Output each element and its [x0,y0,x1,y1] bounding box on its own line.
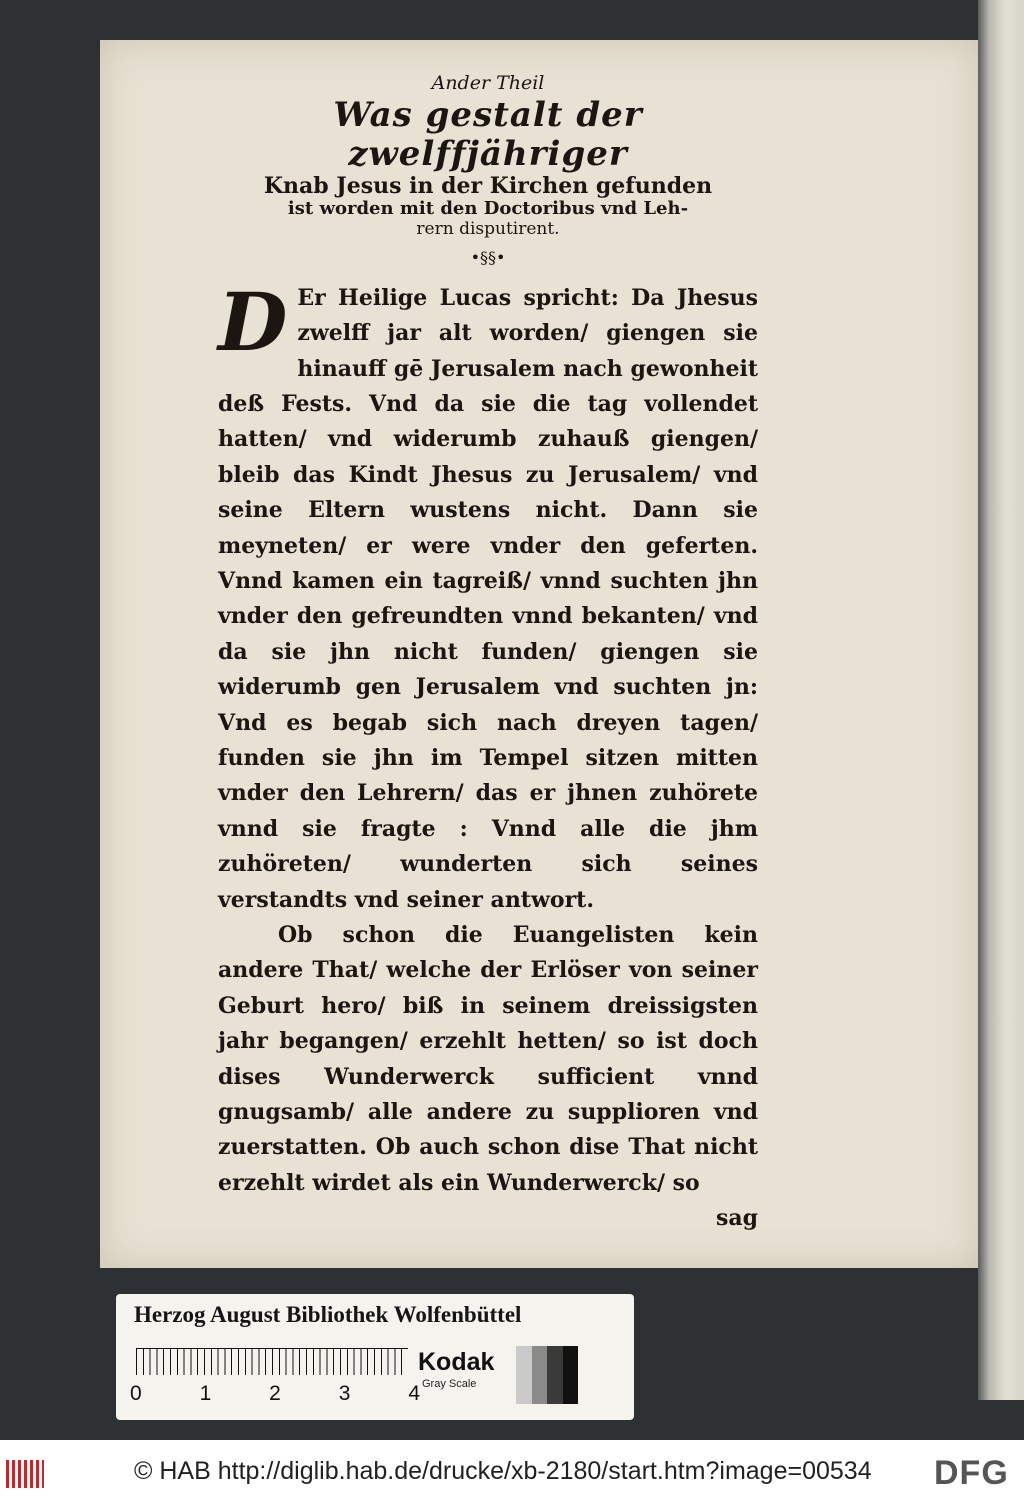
swatch [516,1346,532,1404]
swatch [532,1346,548,1404]
kodak-logo: Kodak [418,1348,495,1376]
chapter-title-line-1: Was gestalt der zwelffjähriger [333,95,643,175]
barcode-icon [6,1460,44,1488]
chapter-title-line-2: Knab Jesus in der Kirchen gefunden [263,173,713,200]
paragraph-1 [218,274,758,918]
chapter-title-line-3: ist worden mit den Doctoribus vnd Leh- [287,198,689,220]
ruler-number: 2 [269,1382,281,1405]
neighbor-page-edge [978,0,1024,1400]
footer-bar [0,1440,1024,1508]
gray-swatches [516,1346,578,1404]
swatch [547,1346,563,1404]
gray-scale-label: Gray Scale [422,1378,477,1390]
ruler-number: 4 [408,1382,420,1405]
drop-cap: D [218,274,288,369]
library-name: Herzog August Bibliothek Wolfenbüttel [134,1302,522,1327]
ornament: •§§• [470,247,506,267]
ruler-number: 1 [199,1382,212,1405]
catchword: sag [715,1205,758,1232]
ruler-scale [136,1348,408,1375]
ruler-numbers [130,1382,420,1406]
copyright-url[interactable]: © HAB http://diglib.hab.de/drucke/xb-2180/start.htm?image=00534 [134,1457,872,1485]
ruler-number: 0 [130,1382,142,1405]
dfg-logo: DFG [934,1454,1009,1492]
paragraph-2: Ob schon die Euangelisten kein andere That/ welche der Erlöser von seiner Geburt hero/ biß in seinem dreissigsten jahr begangen/ erzehlt hetten/ so ist doch dises Wunderwerck sufficient vnnd gnugsamb/ alle andere zu supplioren vnd zuerstatten. Ob auch schon dise That nicht erzehlt wirdet als ein Wunderwerck/ so [218,922,758,1196]
color-reference-card [116,1294,634,1420]
paragraph-1-text: Er Heilige Lucas spricht: Da Jhesus zwelff jar alt worden/ giengen sie hinauff gē Jerusalem nach gewonheit deß Fests. Vnd da sie die tag vollendet hatten/ vnd widerumb zuhauß giengen/ bleib das Kindt Jhesus zu Jerusalem/ vnd seine Eltern wustens nicht. Dann sie meyneten/ er were vnder den geferten. Vnnd kamen ein tagreiß/ vnnd suchten jhn vnder den gefreundten vnnd bekanten/ vnd da sie jhn nicht funden/ giengen sie widerumb gen Jerusalem vnd suchten jn: Vnd es begab sich nach dreyen tagen/ funden sie jhn im Tempel sitzen mitten vnder den Lehrern/ das er jhnen zuhörete vnnd sie fragte : Vnnd alle die jhm zuhöreten/ wunderten sich seines verstandts vnd seiner antwort. [218,284,758,913]
swatch [563,1346,579,1404]
chapter-title-line-4: rern disputirent. [416,219,560,240]
ruler-number: 3 [338,1382,351,1405]
running-head: Ander Theil [431,72,545,94]
page-content [218,72,758,1231]
